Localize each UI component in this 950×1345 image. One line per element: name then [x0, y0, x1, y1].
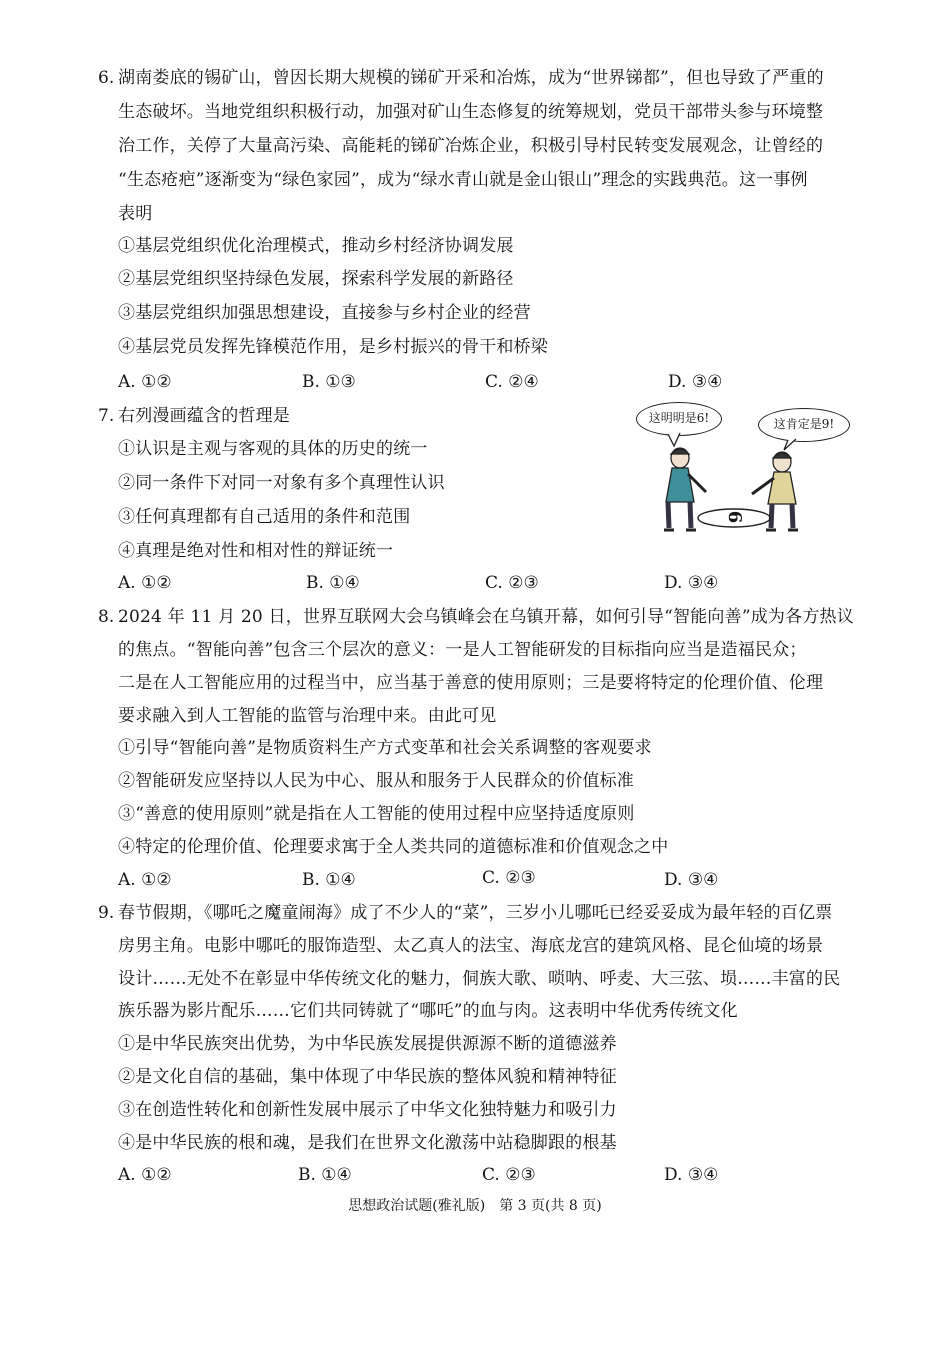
question-stem-line: 生态破坏。当地党组织积极行动，加强对矿山生态修复的统筹规划，党员干部带头参与环境整	[118, 102, 824, 122]
choice-a: A. ①②	[118, 573, 172, 593]
choice-b: B. ①④	[302, 870, 356, 890]
choice-b: B. ①④	[298, 1165, 352, 1185]
cartoon	[628, 398, 860, 538]
question-stem-line: “生态疮疤”逐渐变为“绿色家园”，成为“绿水青山就是金山银山”理念的实践典范。这一事例	[118, 170, 808, 190]
choice-a: A. ①②	[118, 372, 172, 392]
statement-item: ①引导“智能向善”是物质资料生产方式变革和社会关系调整的客观要求	[118, 738, 652, 758]
statement-item: ③在创造性转化和创新性发展中展示了中华文化独特魅力和吸引力	[118, 1100, 617, 1120]
choice-a: A. ①②	[118, 1165, 172, 1185]
question-stem-line: 表明	[118, 204, 153, 224]
choice-c: C. ②③	[482, 868, 536, 888]
statement-item: ④特定的伦理价值、伦理要求寓于全人类共同的道德标准和价值观念之中	[118, 837, 669, 857]
left-speech-bubble: 这明明是6!	[636, 402, 722, 436]
right-bubble-tail	[784, 439, 796, 450]
statement-item: ②同一条件下对同一对象有多个真理性认识	[118, 473, 445, 493]
statement-item: ③任何真理都有自己适用的条件和范围	[118, 507, 411, 527]
question-stem-line: 要求融入到人工智能的监管与治理中来。由此可见	[118, 706, 497, 726]
question-number: 6.	[98, 68, 115, 88]
statement-item: ②智能研发应坚持以人民为中心、服从和服务于人民群众的价值标准	[118, 771, 634, 791]
statement-item: ④基层党员发挥先锋模范作用，是乡村振兴的骨干和桥梁	[118, 337, 548, 357]
question-stem-line: 湖南娄底的锡矿山，曾因长期大规模的锑矿开采和冶炼，成为“世界锑都”，但也导致了严重的	[118, 68, 824, 88]
question-stem-line: 的焦点。“智能向善”包含三个层次的意义：一是人工智能研发的目标指向应当是造福民众；	[118, 640, 807, 660]
statement-item: ③“善意的使用原则”就是指在人工智能的使用过程中应坚持适度原则	[118, 804, 635, 824]
statement-item: ①是中华民族突出优势，为中华民族发展提供源源不断的道德滋养	[118, 1034, 617, 1054]
statement-item: ③基层党组织加强思想建设，直接参与乡村企业的经营	[118, 303, 531, 323]
question-number: 9.	[98, 903, 115, 923]
choice-b: B. ①③	[302, 372, 356, 392]
choice-c: C. ②③	[482, 1165, 536, 1185]
question-stem-line: 二是在人工智能应用的过程当中，应当基于善意的使用原则；三是要将特定的伦理价值、伦理	[118, 673, 824, 693]
page-footer: 思想政治试题(雅礼版) 第 3 页(共 8 页)	[348, 1198, 602, 1214]
choice-b: B. ①④	[306, 573, 360, 593]
statement-item: ②是文化自信的基础，集中体现了中华民族的整体风貌和精神特征	[118, 1067, 617, 1087]
question-stem-line: 治工作，关停了大量高污染、高能耗的锑矿冶炼企业，积极引导村民转变发展观念，让曾经的	[118, 136, 824, 156]
choice-a: A. ①②	[118, 870, 172, 890]
choice-d: D. ③④	[664, 573, 719, 593]
person-right-icon	[752, 452, 798, 530]
choice-d: D. ③④	[668, 372, 723, 392]
person-left-icon	[664, 448, 706, 530]
question-stem-line: 春节假期，《哪吒之魔童闹海》成了不少人的“菜”，三岁小儿哪吒已经妥妥成为最年轻的百亿票	[118, 903, 833, 923]
statement-item: ④是中华民族的根和魂，是我们在世界文化激荡中站稳脚跟的根基	[118, 1133, 617, 1153]
right-speech-bubble: 这肯定是9!	[758, 408, 850, 442]
ground-number: 6	[724, 510, 745, 524]
statement-item: ④真理是绝对性和相对性的辩证统一	[118, 541, 394, 561]
choice-c: C. ②③	[485, 573, 539, 593]
choice-d: D. ③④	[664, 1165, 719, 1185]
question-number: 7.	[98, 406, 115, 426]
statement-item: ①基层党组织优化治理模式，推动乡村经济协调发展	[118, 236, 514, 256]
question-number: 8.	[98, 607, 115, 627]
question-stem-line: 设计……无处不在彰显中华传统文化的魅力，侗族大歌、唢呐、呼麦、大三弦、埙……丰富的民	[118, 969, 841, 989]
choice-c: C. ②④	[485, 372, 539, 392]
question-stem-line: 2024 年 11 月 20 日，世界互联网大会乌镇峰会在乌镇开幕，如何引导“智能向善”成为各方热议	[118, 607, 854, 627]
choice-d: D. ③④	[664, 870, 719, 890]
question-stem-line: 右列漫画蕴含的哲理是	[118, 406, 290, 426]
question-stem-line: 族乐器为影片配乐……它们共同铸就了“哪吒”的血与肉。这表明中华优秀传统文化	[118, 1001, 738, 1021]
statement-item: ①认识是主观与客观的具体的历史的统一	[118, 439, 428, 459]
left-bubble-tail	[668, 433, 680, 446]
statement-item: ②基层党组织坚持绿色发展，探索科学发展的新路径	[118, 269, 514, 289]
question-stem-line: 房男主角。电影中哪吒的服饰造型、太乙真人的法宝、海底龙宫的建筑风格、昆仑仙境的场景	[118, 936, 824, 956]
